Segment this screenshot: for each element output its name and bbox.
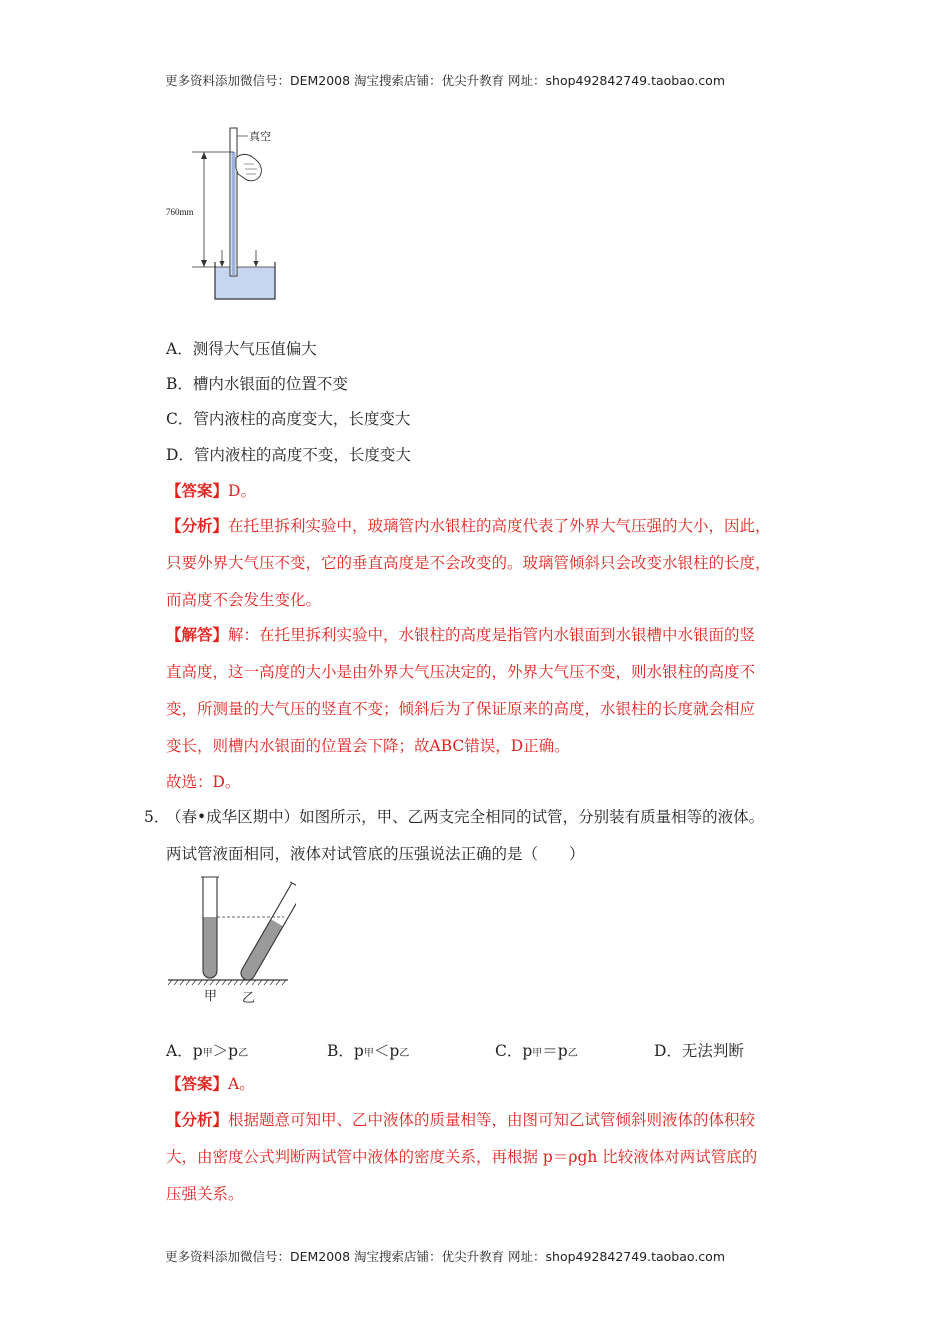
- q4-option-b: B．槽内水银面的位置不变: [166, 375, 348, 393]
- q5-number: 5．: [144, 808, 170, 826]
- q4-solution-line-3: 变，所测量的大气压的竖直不变；倾斜后为了保证原来的高度，水银柱的长度就会相应: [166, 700, 756, 718]
- q5-option-b: B．p甲＜p乙: [327, 1042, 410, 1060]
- q4-solution-line-4: 变长，则槽内水银面的位置会下降；故ABC错误，D正确。: [166, 737, 570, 755]
- label-tube-a: 甲: [204, 989, 218, 1004]
- label-vacuum: 真空: [249, 130, 271, 143]
- mercury-trough-liquid: [215, 267, 275, 299]
- q4-analysis-line-2: 只要外界大气压不变，它的垂直高度是不会改变的。玻璃管倾斜只会改变水银柱的长度，: [166, 554, 771, 572]
- q5-stem-line-2: 两试管液面相同，液体对试管底的压强说法正确的是（ ）: [166, 845, 585, 863]
- q5-option-a: A．p甲＞p乙: [166, 1042, 249, 1060]
- label-760mm: 760mm: [166, 207, 194, 217]
- q5-option-c: C．p甲＝p乙: [495, 1042, 578, 1060]
- label-tube-b: 乙: [242, 991, 256, 1006]
- tube-a-liquid: [203, 917, 217, 978]
- q4-solution-line-1: 【解答】解：在托里拆利实验中，水银柱的高度是指管内水银面到水银槽中水银面的竖: [166, 625, 756, 644]
- page-header: 更多资料添加微信号：DEM2008 淘宝搜索店铺：优尖升教育 网址：shop492842749.taobao.com: [164, 73, 726, 88]
- q4-answer: 【答案】D。: [166, 481, 256, 500]
- q5-analysis-line-3: 压强关系。: [166, 1185, 244, 1203]
- mercury-column: [232, 152, 236, 275]
- q4-analysis-line-3: 而高度不会发生变化。: [166, 591, 322, 609]
- q4-option-a: A．测得大气压值偏大: [166, 340, 317, 358]
- q5-analysis-line-1: 【分析】根据题意可知甲、乙中液体的质量相等，由图可知乙试管倾斜则液体的体积较: [166, 1110, 756, 1129]
- torricelli-figure: [164, 122, 294, 302]
- tube-b-liquid: [238, 919, 283, 982]
- q5-answer: 【答案】A。: [166, 1074, 255, 1093]
- q4-option-d: D．管内液柱的高度不变，长度变大: [166, 446, 411, 464]
- q4-solution-line-5: 故选：D。: [166, 773, 241, 791]
- test-tube-figure: [166, 873, 296, 1008]
- page-footer: 更多资料添加微信号：DEM2008 淘宝搜索店铺：优尖升教育 网址：shop492842749.taobao.com: [164, 1249, 726, 1264]
- q4-option-c: C．管内液柱的高度变大，长度变大: [166, 410, 411, 428]
- q4-solution-line-2: 直高度，这一高度的大小是由外界大气压决定的，外界大气压不变，则水银柱的高度不: [166, 663, 756, 681]
- hand-icon: [236, 154, 261, 180]
- q5-analysis-line-2: 大，由密度公式判断两试管中液体的密度关系，再根据 p＝ρgh 比较液体对两试管底的: [166, 1148, 758, 1166]
- q5-stem-line-1: （春•成华区期中）如图所示，甲、乙两支完全相同的试管，分别装有质量相等的液体。: [166, 808, 765, 826]
- q5-option-d: D．无法判断: [654, 1042, 744, 1060]
- q4-analysis-line-1: 【分析】在托里拆利实验中，玻璃管内水银柱的高度代表了外界大气压强的大小，因此，: [166, 516, 771, 535]
